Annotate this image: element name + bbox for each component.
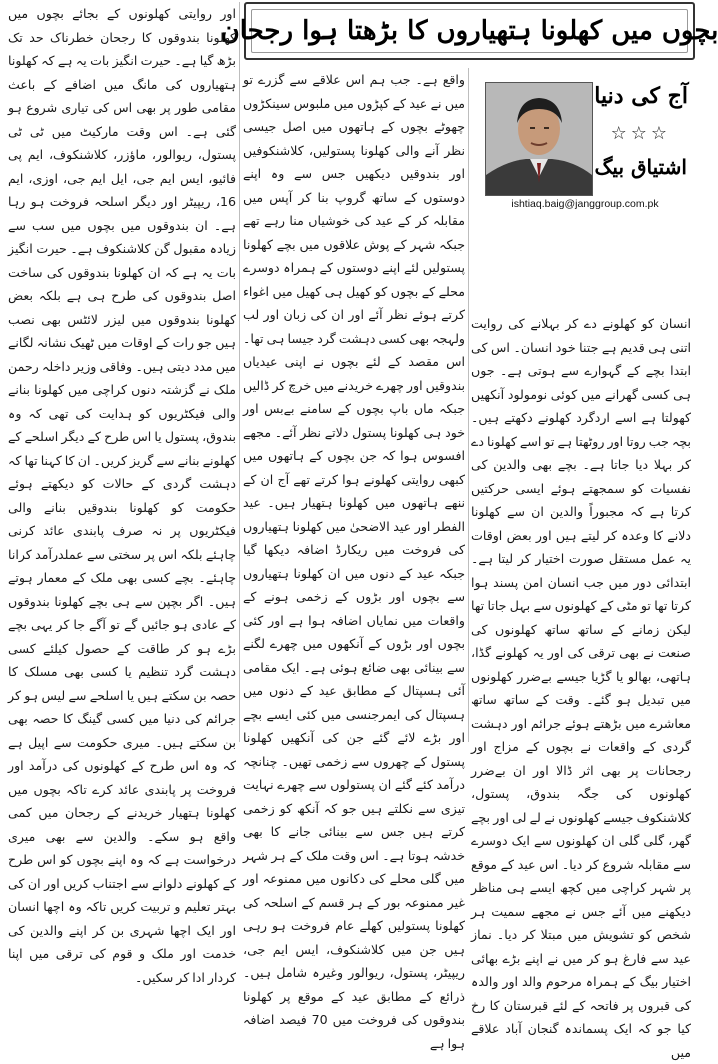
article-column-left [8,2,236,985]
article-text: واقع ہے۔ جب ہم اس علاقے سے گزرے تو میں نے عید کے کپڑوں میں ملبوس سینکڑوں چھوٹے بچوں کے ہاتھوں میں اصل جیسی نظر آنے والی کھلونا پستولیں، کلاشنکوفیں اور بندوقیں دیکھیں جس سے وہ اپنے دوستوں کے ساتھ گروپ بنا کر آپس میں مقابلہ کر کے عید کی خوشیاں منا رہے تھے جبکہ شہر کے پوش علاقوں میں بچے کھلونا پستولیں لئے اپنے دوستوں کے ہمراہ دوسرے محلے کے بچوں کو کھیل ہی کھیل میں اغواء کرتے ہوئے نظر آئے اور ان کی زبان اور لب ولہجہ بھی کسی دہشت گرد جیسا ہی تھا۔ اس مقصد کے لئے بچوں نے اپنی عیدیاں بندوقیں اور چھرے خریدنے میں خرچ کر ڈالیں جبکہ ماں باپ بچوں کے سامنے بےبس اور خود ہی کھلونا پستول دلاتے نظر آئے۔ مجھے افسوس ہوا کہ جن بچوں کے ہاتھوں میں کبھی روایتی کھلونے ہوا کرتے تھے آج ان کے ننھے ہاتھوں میں کھلونا ہتھیار ہیں۔ عید الفطر اور عید الاضحیٰ میں کھلونا ہتھیاروں کی فروخت میں ریکارڈ اضافہ دیکھا گیا جبکہ عید کے دنوں میں ان کھلونا ہتھیاروں سے بچوں اور بڑوں کے زخمی ہونے کے واقعات میں نمایاں اضافہ ہوا ہے اور کئی بچوں اور بڑوں کے آنکھوں میں چھرے لگنے سے بینائی بھی ضائع ہوئی ہے۔ ایک مقامی آئی ہسپتال کے مطابق عید کے دنوں میں ہسپتال کی ایمرجنسی میں کئی ایسے بچے اور بڑے لائے گئے جن کی آنکھیں کھلونا پستول کے چھروں سے زخمی تھیں۔ چنانچہ درآمد کئے گئے ان پستولوں سے چھرے نہایت تیزی سے نکلتے ہیں جو کہ آنکھ کو زخمی کرتے ہیں جس سے بینائی جانے کا بھی خدشہ ہوتا ہے۔ اس وقت ملک کے ہر شہر میں گلی محلے کی دکانوں میں ممنوعہ اور غیر ممنوعہ بور کے ہر قسم کے اسلحہ کی کھلونا پستولیں کھلے عام فروخت ہو رہی ہیں جن میں کلاشنکوف، ایس ایم جی، ریپیٹر، پستول، ریوالور وغیرہ شامل ہیں۔ ذرائع کے مطابق عید کے موقع پر کھلونا بندوقوں کی فروخت میں 70 فیصد اضافہ ہوا ہے [242,72,465,1051]
author-portrait-image [486,83,592,195]
column-divider [239,2,240,742]
author-email[interactable]: ishtiaq.baig@janggroup.com.pk [511,198,659,210]
article-text: اور روایتی کھلونوں کے بجائے بچوں میں کھلونا بندوقوں کا رجحان خطرناک حد تک بڑھ گیا ہے۔ حیرت انگیز بات یہ ہے کہ کھلونا ہتھیاروں کی مانگ میں اضافے کے باعث مقامی طور پر بھی اس کی تیاری شروع ہو گئی ہے۔ اس وقت مارکیٹ میں ٹی ٹی پستول، ریوالور، ماؤزر، کلاشنکوف، ایم پی فائیو، ایس ایم جی، ایل ایم جی، اوزی، ایم 16، ریپیٹر اور دیگر اسلحہ فروخت ہو رہا ہے۔ ان بندوقوں میں بچوں میں سب سے زیادہ مقبول گن کلاشنکوف ہے۔ حیرت انگیز بات یہ ہے کہ ان کھلونا بندوقوں کی ساخت اصل بندوقوں کی طرح ہی ہے بلکہ بعض کھلونا بندوقوں میں لیزر لائٹس بھی نصب ہیں جو رات کے اوقات میں ٹھیک نشانہ لگانے میں مدد دیتی ہیں۔ وفاقی وزیر داخلہ رحمن ملک نے گزشتہ دنوں کراچی میں کھلونا بنانے والی فیکٹریوں کو ہدایت کی تھی کہ وہ بندوق، پستول یا اس طرح کے دیگر اسلحے کے کھلونے بنانے سے گریز کریں۔ ان کا کہنا تھا کہ دہشت گردی کے حالات کو دیکھتے ہوئے حکومت کو کھلونا بندوقیں بنانے والی فیکٹریوں پر نہ صرف پابندی عائد کرنی چاہئے بلکہ اس پر سختی سے عملدرآمد کرانا چاہئے۔ بچے کسی بھی ملک کے معمار ہوتے ہیں۔ اگر بچپن سے ہی بچے کھلونا بندوقوں کے عادی ہو جائیں گے تو آگے جا کر یہی بچے بڑے ہو کر طاقت کے حصول کیلئے کسی دہشت گرد تنظیم یا کسی بھی مسلک کا حصہ بن سکتے ہیں یا اسلحے سے لیس ہو کر جرائم کی دنیا میں کسی گینگ کا حصہ بھی بن سکتے ہیں۔ میری حکومت سے اپیل ہے کہ وہ اس طرح کے کھلونوں کی درآمد اور فروخت پر پابندی عائد کرے تاکہ بچوں میں کھلونا ہتھیار خریدنے کے رجحان میں کمی واقع ہو سکے۔ والدین سے بھی میری درخواست ہے کہ وہ اپنے بچوں کو اس طرح کے کھلونے دلوانے سے اجتناب کریں اور ان کی بہتر تعلیم و تربیت کریں تاکہ وہ اچھا انسان اور ایک اچھا شہری بن کر اپنے والدین کی خدمت اور ملک و قوم کی ترقی میں اپنا کردار ادا کر سکیں۔ [8,6,236,985]
author-photo [485,82,593,196]
column-header [480,77,693,307]
headline-box [220,2,718,60]
column-name: آج کی دنیا [594,83,688,109]
column-divider [468,68,469,742]
article-column-middle [242,68,465,1051]
headline: بچوں میں کھلونا ہتھیاروں کا بڑھتا ہوا رجحان [220,16,718,46]
article-text: انسان کو کھلونے دے کر بہلانے کی روایت اتنی ہی قدیم ہے جتنا خود انسان۔ اس کی ابتدا بچے کے گہوارے سے ہوتی ہے۔ جوں ہی کسی گھرانے میں کوئی نومولود آنکھیں کھولتا ہے اسے اردگرد کھلونے دکھتے ہیں۔ بچہ جب روتا اور روٹھتا ہے تو اسے کھلونا دے کر بہلا دیا جاتا ہے۔ بچے بھی والدین کی نفسیات کو سمجھتے ہوئے ایسی حرکتیں کرتا ہے کہ مجبوراً والدین ان سے کھلونا دلانے کا وعدہ کر لیتے ہیں اور بعض اوقات یہ عمل مستقل صورت اختیار کر لیتا ہے۔ ابتدائی دور میں جب انسان امن پسند ہوا کرتا تھا تو مٹی کے کھلونوں سے بہل جاتا تھا لیکن زمانے کے ساتھ ساتھ کھلونوں کی صنعت نے بھی ترقی کی اور یہ کھلونے گڈا، ہاتھی، بھالو یا گڑیا جیسے بےضرر کھلونوں میں تبدیل ہو گئے۔ وقت کے ساتھ ساتھ معاشرے میں بڑھتے ہوئے جرائم اور دہشت گردی کے واقعات نے بچوں کے مزاج اور رجحانات پر بھی اثر ڈالا اور ان بےضرر کھلونوں کی جگہ بندوق، پستول، کلاشنکوف جیسے کھلونوں نے لے لی اور بچے گھر، گلی گلی ان کھلونوں سے ایک دوسرے سے مقابلہ شروع کر دیا۔ اس عید کے موقع پر شہر کراچی میں کچھ ایسے ہی مناظر دیکھنے میں آئے جس نے مجھے سمیت ہر شخص کو تشویش میں مبتلا کر دیا۔ نماز عید سے فارغ ہو کر میں نے اپنے بڑے بھائی اختیار بیگ کے ہمراہ مرحوم والد اور والدہ کی قبروں پر فاتحہ کے لئے قبرستان کا رخ کیا جو کہ ایک پسماندہ گنجان آباد علاقے میں [471,316,691,1060]
author-name: اشتیاق بیگ [594,155,687,179]
article-column-right [471,312,691,1060]
rating-stars: ☆☆☆ [610,123,671,144]
